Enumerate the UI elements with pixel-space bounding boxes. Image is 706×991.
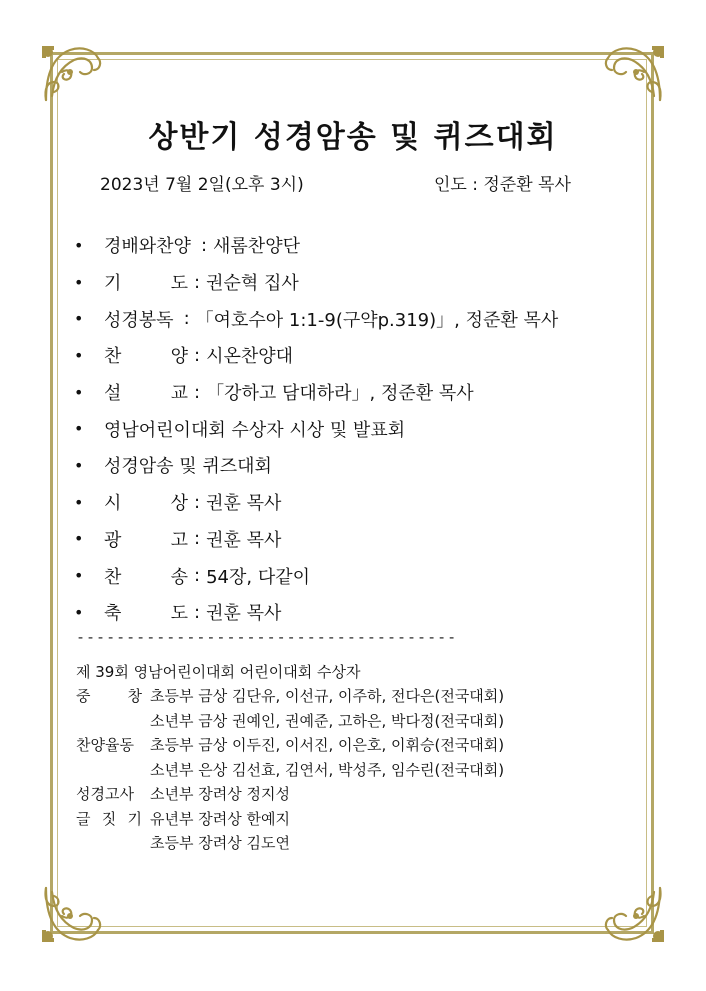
list-item [74,557,654,594]
section-divider: -------------------------------------- [76,628,458,646]
list-item-label [104,489,188,515]
label-char: 광 [104,529,122,551]
category-char: 기 [127,809,142,828]
page-title: 상반기 성경암송 및 퀴즈대회 [148,120,558,155]
list-item-value: 권훈 목사 [206,493,282,515]
list-item [74,484,654,521]
bullet-icon: • [74,602,84,622]
list-item-label [104,232,191,258]
category-char: 찬양율동 [76,736,134,754]
list-item-text: 성경암송 및 퀴즈대회 [104,456,272,478]
label-char: 기 [104,273,122,295]
label-char: 성경봉독 [104,309,174,331]
label-char: 고 [170,529,188,551]
award-row [76,709,504,734]
corner-ornament-icon [40,882,104,946]
award-category [76,807,142,832]
label-char: 상 [170,493,188,515]
award-row [76,733,504,758]
bullet-icon: • [74,272,84,292]
bullet-icon: • [74,309,84,329]
category-char: 창 [127,687,142,705]
list-item [74,300,654,337]
awards-section [76,660,504,856]
award-text: 소년부 금상 권예인, 권예준, 고하은, 박다정(전국대회) [150,711,505,730]
list-item-label [104,526,188,552]
colon: : [194,565,201,587]
list-item [74,410,654,447]
corner-ornament-icon [602,42,666,106]
colon: : [194,381,201,403]
corner-ornament-icon [602,882,666,946]
order-of-service-list [74,227,654,631]
list-item [74,594,654,631]
list-item [74,337,654,374]
colon: : [183,308,190,330]
label-char: 찬 [104,566,122,588]
list-item [74,374,654,411]
list-item-value: 「여호수아 1:1-9(구약p.319)」, 정준환 목사 [195,309,559,331]
award-category [76,758,150,783]
list-item [74,264,654,301]
list-item-value: 54장, 다같이 [206,566,310,588]
label-char: 도 [170,273,188,295]
award-text: 소년부 장려상 정지성 [150,785,290,803]
bullet-icon: • [74,235,84,255]
award-row [76,782,504,807]
colon: : [200,234,208,256]
bullet-icon: • [74,419,84,439]
award-row [76,831,504,856]
list-item [74,227,654,264]
list-item-value: 시온찬양대 [206,346,294,368]
list-item-value: 권순혁 집사 [206,273,299,295]
category-char: 중 [76,687,91,705]
bullet-icon: • [74,455,84,475]
list-item-value: 「강하고 담대하라」, 정준환 목사 [206,383,474,405]
award-category [76,684,142,709]
award-text: 초등부 금상 이두진, 이서진, 이은호, 이휘승(전국대회) [150,736,505,754]
category-char: 성경고사 [76,785,134,803]
label-char: 송 [170,566,188,588]
label-char: 축 [104,603,122,625]
award-text: 유년부 장려상 한예지 [150,809,290,828]
award-row [76,758,504,783]
colon: : [194,344,201,366]
label-char: 설 [104,383,122,405]
bullet-icon: • [74,529,84,549]
list-item-label [104,342,188,368]
list-item [74,447,654,484]
bullet-icon: • [74,382,84,402]
colon: : [194,491,201,513]
bullet-icon: • [74,566,84,586]
list-item-value: 권훈 목사 [206,529,282,551]
label-char: 도 [170,603,188,625]
category-char: 짓 [101,809,117,828]
event-leader: 인도 : 정준환 목사 [434,175,571,195]
list-item [74,521,654,558]
award-row [76,684,504,709]
award-category [76,709,150,734]
award-category [76,782,150,807]
list-item-label [104,563,188,589]
colon: : [194,601,201,623]
award-text: 소년부 은상 김선효, 김연서, 박성주, 임수린(전국대회) [150,760,505,779]
list-item-value: 권훈 목사 [206,603,282,625]
label-char: 교 [170,383,188,405]
corner-ornament-icon [40,42,104,106]
colon: : [194,271,201,293]
bullet-icon: • [74,492,84,512]
label-char: 찬 [104,346,122,368]
category-char: 글 [76,809,91,828]
award-text: 초등부 금상 김단유, 이선규, 이주하, 전다은(전국대회) [150,687,505,705]
bullet-icon: • [74,345,84,365]
awards-title: 제 39회 영남어린이대회 어린이대회 수상자 [76,663,361,681]
award-category [76,831,150,856]
label-char: 시 [104,493,122,515]
colon: : [194,528,201,550]
award-category [76,733,150,758]
list-item-label [104,306,174,332]
award-text: 초등부 장려상 김도연 [150,834,290,852]
label-char: 양 [170,346,188,368]
list-item-text: 영남어린이대회 수상자 시상 및 발표회 [104,419,406,441]
list-item-label [104,269,188,295]
label-char: 경배와찬양 [104,236,191,258]
list-item-label [104,379,188,405]
list-item-value: 새롬찬양단 [213,236,300,258]
award-row [76,807,504,832]
event-date: 2023년 7월 2일(오후 3시) [100,175,304,195]
list-item-label [104,599,188,625]
